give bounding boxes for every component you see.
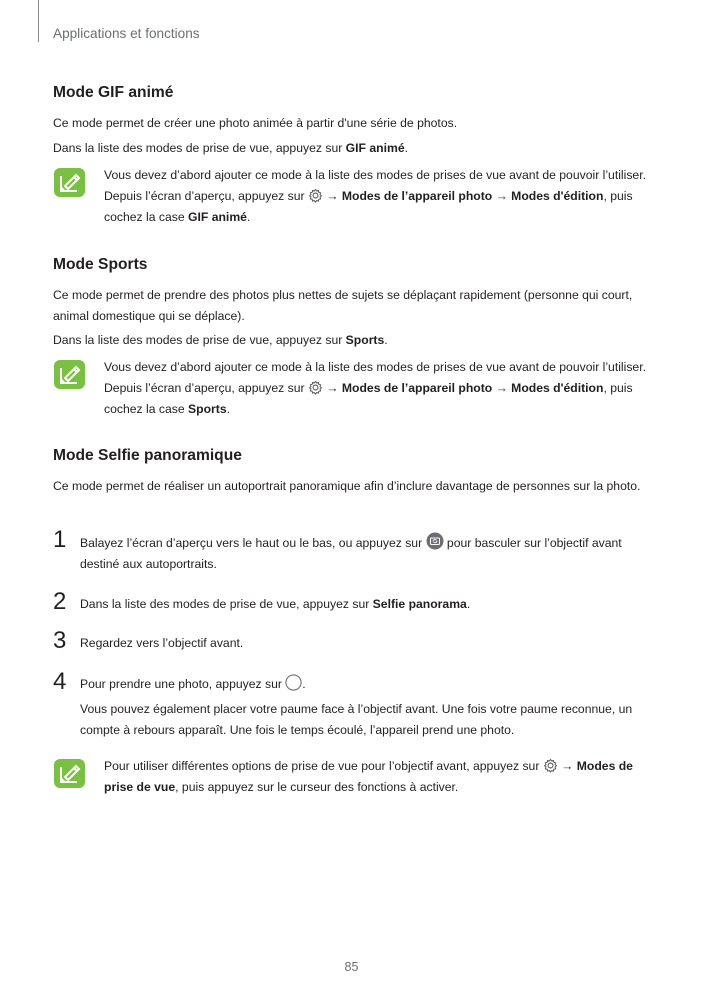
header-rule <box>38 0 39 42</box>
note-icon <box>53 167 86 198</box>
gif-mode-name: GIF animé <box>345 141 405 155</box>
step-number: 4 <box>53 668 67 695</box>
settings-gear-icon <box>308 380 323 395</box>
selfie-paragraph-1: Ce mode permet de réaliser un autoportrait panoramique afin d’inclure davantage de personnes sur la photo. <box>53 479 641 493</box>
sports-note-text: Vous devez d’abord ajouter ce mode à la liste des modes de prises de vue avant de pouvoir l’utiliser. Depuis l’écran d’aperçu, appuyez sur → Modes de l’appareil photo → Modes d'édition, puis cochez la case Sports. <box>104 360 646 416</box>
sports-mode-name: Sports <box>345 333 385 347</box>
sports-paragraph-1: Ce mode permet de prendre des photos plus nettes de sujets se déplaçant rapidement (personne qui court, animal domestique qui se déplace). <box>53 288 633 323</box>
gif-paragraph-2: Dans la liste des modes de prise de vue, appuyez sur GIF animé. <box>53 141 408 155</box>
step-number: 2 <box>53 588 67 615</box>
step-number: 3 <box>53 627 67 654</box>
sports-paragraph-2: Dans la liste des modes de prise de vue, appuyez sur Sports. <box>53 333 388 347</box>
shutter-button-icon <box>285 674 302 691</box>
settings-gear-icon <box>308 188 323 203</box>
switch-camera-icon <box>426 532 444 550</box>
page-number: 85 <box>344 960 359 974</box>
step-text: Pour prendre une photo, appuyez sur . <box>80 674 650 695</box>
step-text: Dans la liste des modes de prise de vue, appuyez sur Selfie panorama. <box>80 597 471 611</box>
step-text: Regardez vers l’objectif avant. <box>80 636 244 650</box>
selfie-note-text: Pour utiliser différentes options de prise de vue pour l’objectif avant, appuyez sur → Modes de prise de vue, puis appuyez sur le curseur des fonctions à activer. <box>104 759 633 794</box>
header-title: Applications et fonctions <box>53 26 200 41</box>
section-title-sports: Mode Sports <box>53 256 148 273</box>
note-icon <box>53 359 86 390</box>
step-text: Balayez l’écran d’aperçu vers le haut ou le bas, ou appuyez sur pour basculer sur l’objectif avant destiné aux autoportraits. <box>80 532 650 575</box>
gif-note-text: Vous devez d’abord ajouter ce mode à la liste des modes de prises de vue avant de pouvoir l’utiliser. Depuis l’écran d’aperçu, appuyez sur → Modes de l’appareil photo → Modes d'édition, puis cochez la case GIF animé. <box>104 168 646 224</box>
settings-gear-icon <box>543 758 558 773</box>
note-icon <box>53 758 86 789</box>
step-extra-text: Vous pouvez également placer votre paume face à l’objectif avant. Une fois votre paume reconnue, un compte à rebours apparaît. Une fois le temps écoulé, l’appareil prend une photo. <box>80 702 633 737</box>
step-number: 1 <box>53 526 67 553</box>
section-title-selfie: Mode Selfie panoramique <box>53 447 242 464</box>
section-title-gif: Mode GIF animé <box>53 84 174 101</box>
gif-paragraph-1: Ce mode permet de créer une photo animée à partir d'une série de photos. <box>53 116 458 130</box>
